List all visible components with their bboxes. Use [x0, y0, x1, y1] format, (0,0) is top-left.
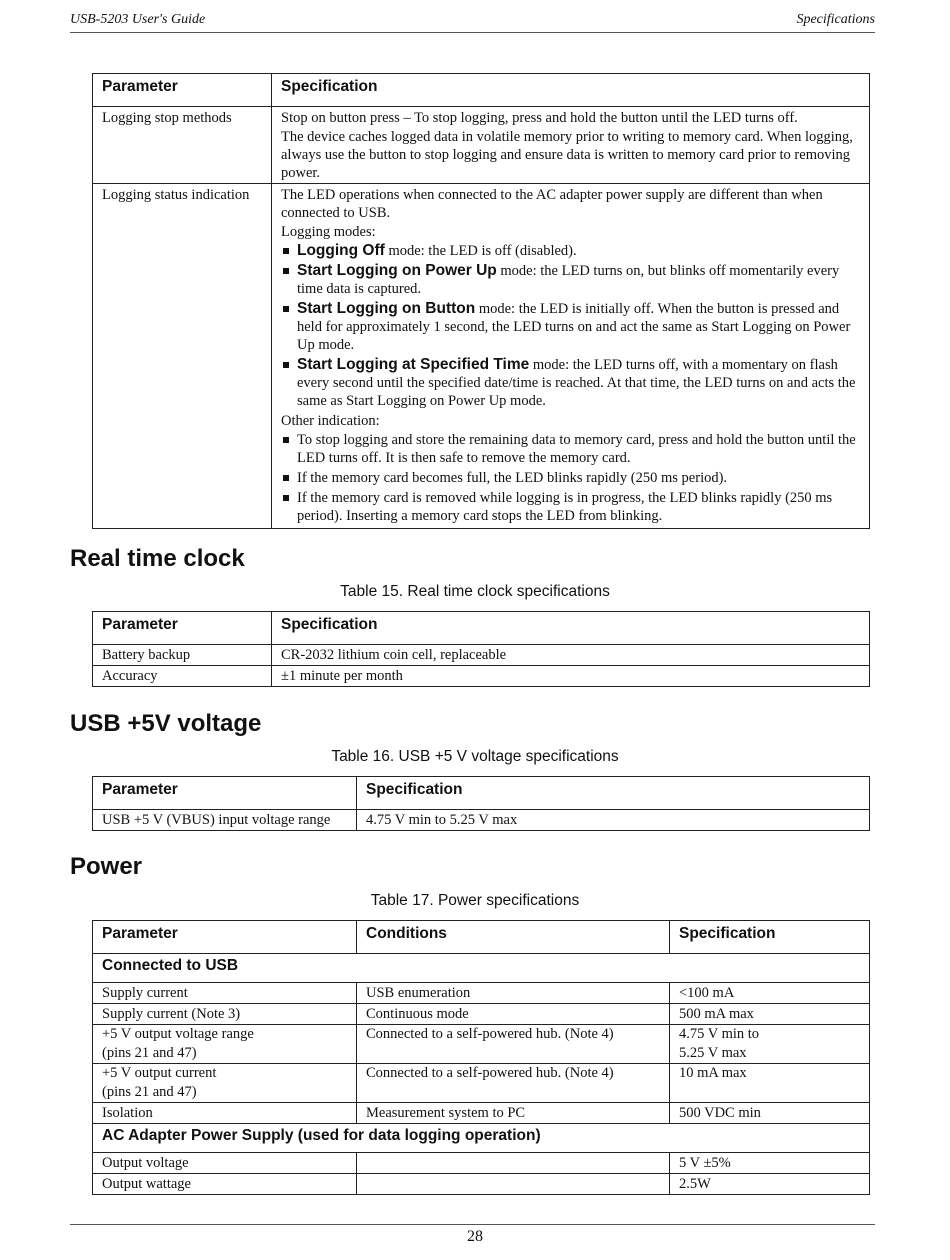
table-row — [93, 1004, 870, 1025]
table-row — [93, 107, 870, 184]
table-cell: 5 V ±5% — [670, 1153, 870, 1174]
table-row — [93, 810, 870, 831]
table-cell: USB enumeration — [357, 983, 670, 1004]
logging-spec-table — [92, 73, 870, 529]
subheader-ac-adapter: AC Adapter Power Supply (used for data logging operation) — [93, 1124, 870, 1153]
cell-line: +5 V output current — [102, 1065, 217, 1081]
subheader-row — [93, 954, 870, 983]
param-cell: Logging stop methods — [102, 110, 232, 126]
table-cell: CR-2032 lithium coin cell, replaceable — [272, 645, 870, 666]
param-cell: Logging status indication — [102, 187, 250, 203]
column-header: Parameter — [93, 74, 272, 107]
cell-line: +5 V output voltage range — [102, 1026, 254, 1042]
table-cell — [93, 1025, 357, 1064]
table-header-row — [93, 74, 870, 107]
table-cell: Connected to a self-powered hub. (Note 4) — [357, 1025, 670, 1064]
table-cell: Supply current (Note 3) — [93, 1004, 357, 1025]
table-row — [93, 983, 870, 1004]
stop-methods-note: The device caches logged data in volatile memory prior to writing to memory card. When logging, always use the button to stop logging and ensure data is written to memory card prior to removing power. — [281, 129, 853, 181]
table-cell: Supply current — [93, 983, 357, 1004]
table-cell: Measurement system to PC — [357, 1103, 670, 1124]
column-header: Parameter — [93, 921, 357, 954]
table-cell — [93, 1064, 357, 1103]
table-cell: ±1 minute per month — [272, 666, 870, 687]
column-header: Specification — [670, 921, 870, 954]
status-intro: The LED operations when connected to the AC adapter power supply are different than when connected to USB. — [281, 187, 823, 221]
power-table — [92, 920, 870, 1195]
table-row — [93, 1103, 870, 1124]
table-cell: 4.75 V min to 5.25 V max — [357, 810, 870, 831]
list-item — [281, 300, 860, 354]
list-item: If the memory card becomes full, the LED blinks rapidly (250 ms period). — [281, 469, 860, 487]
table-cell: 10 mA max — [670, 1064, 870, 1103]
list-item: To stop logging and store the remaining data to memory card, press and hold the button until the LED turns off. It is then safe to remove the memory card. — [281, 431, 860, 467]
page-header — [70, 12, 875, 33]
mode-desc: mode: the LED is off (disabled). — [384, 243, 577, 259]
table-cell: USB +5 V (VBUS) input voltage range — [93, 810, 357, 831]
table-cell: Connected to a self-powered hub. (Note 4) — [357, 1064, 670, 1103]
table-cell: 2.5W — [670, 1174, 870, 1195]
mode-desc: mode: the LED turns off, with a momentary on flash every second until the specified date/time is reached. At that time, the LED turns on and acts the same as Start Logging on Power Up mode. — [297, 357, 856, 409]
mode-desc: mode: the LED turns on, but blinks off momentarily every time data is captured. — [297, 263, 840, 297]
table-cell: Battery backup — [93, 645, 272, 666]
other-indication-list — [281, 431, 860, 525]
table-cell: <100 mA — [670, 983, 870, 1004]
mode-name: Start Logging on Power Up — [297, 262, 497, 279]
table-row — [93, 184, 870, 529]
list-item: If the memory card is removed while logging is in progress, the LED blinks rapidly (250 ms period). Inserting a memory card stops the LED from blinking. — [281, 489, 860, 525]
table-cell: 500 mA max — [670, 1004, 870, 1025]
page-number: 28 — [467, 1228, 483, 1245]
table-cell: Accuracy — [93, 666, 272, 687]
table-cell: 500 VDC min — [670, 1103, 870, 1124]
table-row — [93, 1064, 870, 1103]
column-header: Conditions — [357, 921, 670, 954]
table-cell: Output voltage — [93, 1153, 357, 1174]
list-item — [281, 262, 860, 298]
other-label: Other indication: — [281, 413, 380, 429]
table-row — [93, 1025, 870, 1064]
mode-desc: mode: the LED is initially off. When the button is pressed and held for approximately 1 second, the LED turns on and act the same as Start Logging on Power Up mode. — [297, 301, 851, 353]
mode-name: Logging Off — [297, 242, 385, 259]
table-header-row — [93, 777, 870, 810]
mode-name: Start Logging on Button — [297, 300, 476, 317]
column-header: Specification — [357, 777, 870, 810]
cell-line: (pins 21 and 47) — [102, 1084, 197, 1100]
table-row — [93, 645, 870, 666]
table-row — [93, 1174, 870, 1195]
rtc-table — [92, 611, 870, 687]
stop-methods-text: Stop on button press – To stop logging, press and hold the button until the LED turns off. — [281, 110, 798, 126]
mode-name: Start Logging at Specified Time — [297, 356, 530, 373]
table-caption: Table 16. USB +5 V voltage specifications — [331, 748, 619, 765]
list-item — [281, 242, 860, 260]
cell-line: (pins 21 and 47) — [102, 1045, 197, 1061]
table-row — [93, 666, 870, 687]
column-header: Specification — [272, 74, 870, 107]
table-cell — [357, 1174, 670, 1195]
table-cell — [357, 1153, 670, 1174]
table-header-row — [93, 921, 870, 954]
section-heading: Real time clock — [70, 545, 245, 572]
modes-label: Logging modes: — [281, 224, 376, 240]
table-caption: Table 17. Power specifications — [370, 892, 580, 909]
subheader-row — [93, 1124, 870, 1153]
usb-voltage-table — [92, 776, 870, 831]
column-header: Specification — [272, 612, 870, 645]
list-item — [281, 356, 860, 410]
table-cell: Continuous mode — [357, 1004, 670, 1025]
section-heading: USB +5V voltage — [70, 710, 262, 737]
logging-modes-list — [281, 242, 860, 410]
table-cell: Output wattage — [93, 1174, 357, 1195]
section-heading: Power — [70, 853, 143, 880]
table-cell — [670, 1025, 870, 1064]
column-header: Parameter — [93, 612, 272, 645]
subheader-connected-usb: Connected to USB — [93, 954, 870, 983]
footer-rule — [70, 1224, 875, 1225]
column-header: Parameter — [93, 777, 357, 810]
table-caption: Table 15. Real time clock specifications — [340, 583, 610, 600]
table-row — [93, 1153, 870, 1174]
cell-line: 5.25 V max — [679, 1045, 747, 1061]
table-cell: Isolation — [93, 1103, 357, 1124]
cell-line: 4.75 V min to — [679, 1026, 760, 1042]
doc-title: USB-5203 User's Guide — [70, 12, 206, 27]
table-header-row — [93, 612, 870, 645]
section-title: Specifications — [796, 12, 875, 27]
